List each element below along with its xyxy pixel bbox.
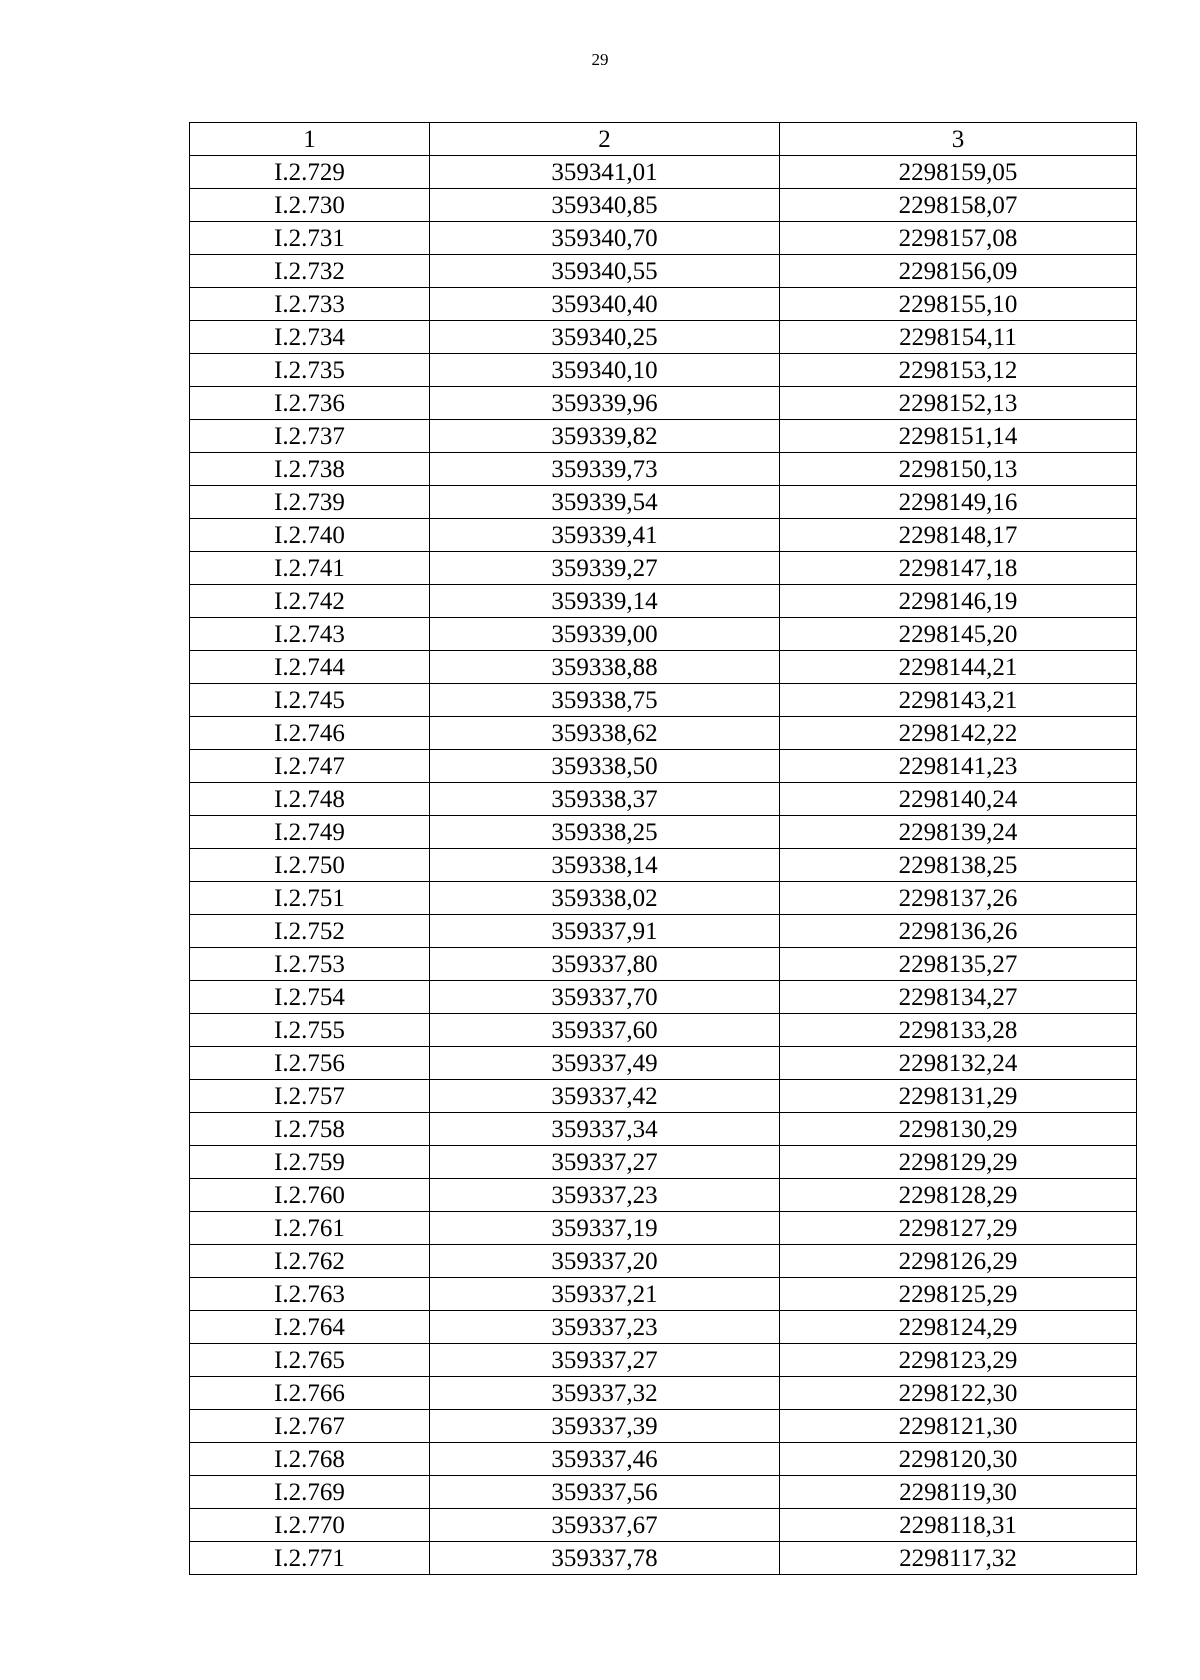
table-row [190, 1212, 1137, 1245]
table-row [190, 651, 1137, 684]
table-row [190, 981, 1137, 1014]
table-row [190, 354, 1137, 387]
y-coordinate-cell: 2298130,29 [780, 1113, 1137, 1146]
table-row [190, 519, 1137, 552]
point-id-cell: I.2.765 [190, 1344, 430, 1377]
table-row [190, 783, 1137, 816]
point-id-cell: I.2.757 [190, 1080, 430, 1113]
x-coordinate-cell: 359337,78 [430, 1542, 780, 1575]
y-coordinate-cell: 2298123,29 [780, 1344, 1137, 1377]
y-coordinate-cell: 2298143,21 [780, 684, 1137, 717]
table-row [190, 321, 1137, 354]
x-coordinate-cell: 359338,75 [430, 684, 780, 717]
point-id-cell: I.2.734 [190, 321, 430, 354]
table-row [190, 1542, 1137, 1575]
x-coordinate-cell: 359337,34 [430, 1113, 780, 1146]
point-id-cell: I.2.733 [190, 288, 430, 321]
table-row [190, 948, 1137, 981]
point-id-cell: I.2.755 [190, 1014, 430, 1047]
point-id-cell: I.2.750 [190, 849, 430, 882]
y-coordinate-cell: 2298147,18 [780, 552, 1137, 585]
point-id-cell: I.2.770 [190, 1509, 430, 1542]
point-id-cell: I.2.751 [190, 882, 430, 915]
x-coordinate-cell: 359340,55 [430, 255, 780, 288]
x-coordinate-cell: 359338,50 [430, 750, 780, 783]
point-id-cell: I.2.761 [190, 1212, 430, 1245]
y-coordinate-cell: 2298132,24 [780, 1047, 1137, 1080]
y-coordinate-cell: 2298155,10 [780, 288, 1137, 321]
point-id-cell: I.2.740 [190, 519, 430, 552]
x-coordinate-cell: 359337,70 [430, 981, 780, 1014]
x-coordinate-cell: 359337,19 [430, 1212, 780, 1245]
y-coordinate-cell: 2298140,24 [780, 783, 1137, 816]
table-row [190, 1113, 1137, 1146]
x-coordinate-cell: 359340,70 [430, 222, 780, 255]
table-row [190, 717, 1137, 750]
table-row [190, 1509, 1137, 1542]
point-id-cell: I.2.754 [190, 981, 430, 1014]
x-coordinate-cell: 359337,56 [430, 1476, 780, 1509]
x-coordinate-cell: 359338,62 [430, 717, 780, 750]
x-coordinate-cell: 359337,23 [430, 1311, 780, 1344]
point-id-cell: I.2.730 [190, 189, 430, 222]
x-coordinate-cell: 359339,82 [430, 420, 780, 453]
x-coordinate-cell: 359337,39 [430, 1410, 780, 1443]
x-coordinate-cell: 359337,23 [430, 1179, 780, 1212]
y-coordinate-cell: 2298151,14 [780, 420, 1137, 453]
table-row [190, 1344, 1137, 1377]
point-id-cell: I.2.767 [190, 1410, 430, 1443]
column-header: 2 [430, 123, 780, 156]
table-row [190, 816, 1137, 849]
y-coordinate-cell: 2298128,29 [780, 1179, 1137, 1212]
point-id-cell: I.2.746 [190, 717, 430, 750]
point-id-cell: I.2.749 [190, 816, 430, 849]
y-coordinate-cell: 2298122,30 [780, 1377, 1137, 1410]
y-coordinate-cell: 2298144,21 [780, 651, 1137, 684]
point-id-cell: I.2.739 [190, 486, 430, 519]
y-coordinate-cell: 2298117,32 [780, 1542, 1137, 1575]
table-row [190, 1410, 1137, 1443]
point-id-cell: I.2.737 [190, 420, 430, 453]
table-row [190, 585, 1137, 618]
y-coordinate-cell: 2298139,24 [780, 816, 1137, 849]
table-row [190, 1245, 1137, 1278]
table-row [190, 1443, 1137, 1476]
column-header: 1 [190, 123, 430, 156]
x-coordinate-cell: 359337,60 [430, 1014, 780, 1047]
point-id-cell: I.2.729 [190, 156, 430, 189]
x-coordinate-cell: 359337,20 [430, 1245, 780, 1278]
x-coordinate-cell: 359337,91 [430, 915, 780, 948]
point-id-cell: I.2.744 [190, 651, 430, 684]
table-row [190, 684, 1137, 717]
x-coordinate-cell: 359337,27 [430, 1146, 780, 1179]
point-id-cell: I.2.735 [190, 354, 430, 387]
y-coordinate-cell: 2298154,11 [780, 321, 1137, 354]
y-coordinate-cell: 2298158,07 [780, 189, 1137, 222]
y-coordinate-cell: 2298119,30 [780, 1476, 1137, 1509]
x-coordinate-cell: 359339,73 [430, 453, 780, 486]
y-coordinate-cell: 2298148,17 [780, 519, 1137, 552]
y-coordinate-cell: 2298124,29 [780, 1311, 1137, 1344]
x-coordinate-cell: 359339,00 [430, 618, 780, 651]
y-coordinate-cell: 2298137,26 [780, 882, 1137, 915]
point-id-cell: I.2.759 [190, 1146, 430, 1179]
y-coordinate-cell: 2298153,12 [780, 354, 1137, 387]
y-coordinate-cell: 2298126,29 [780, 1245, 1137, 1278]
x-coordinate-cell: 359338,14 [430, 849, 780, 882]
x-coordinate-cell: 359338,02 [430, 882, 780, 915]
table-row [190, 1146, 1137, 1179]
x-coordinate-cell: 359337,80 [430, 948, 780, 981]
table-row [190, 453, 1137, 486]
x-coordinate-cell: 359337,67 [430, 1509, 780, 1542]
point-id-cell: I.2.771 [190, 1542, 430, 1575]
y-coordinate-cell: 2298121,30 [780, 1410, 1137, 1443]
x-coordinate-cell: 359338,37 [430, 783, 780, 816]
point-id-cell: I.2.753 [190, 948, 430, 981]
y-coordinate-cell: 2298156,09 [780, 255, 1137, 288]
y-coordinate-cell: 2298131,29 [780, 1080, 1137, 1113]
y-coordinate-cell: 2298134,27 [780, 981, 1137, 1014]
point-id-cell: I.2.745 [190, 684, 430, 717]
y-coordinate-cell: 2298127,29 [780, 1212, 1137, 1245]
point-id-cell: I.2.736 [190, 387, 430, 420]
table-row [190, 1278, 1137, 1311]
point-id-cell: I.2.762 [190, 1245, 430, 1278]
x-coordinate-cell: 359337,27 [430, 1344, 780, 1377]
table-row [190, 1311, 1137, 1344]
x-coordinate-cell: 359339,14 [430, 585, 780, 618]
y-coordinate-cell: 2298120,30 [780, 1443, 1137, 1476]
point-id-cell: I.2.769 [190, 1476, 430, 1509]
point-id-cell: I.2.766 [190, 1377, 430, 1410]
point-id-cell: I.2.752 [190, 915, 430, 948]
y-coordinate-cell: 2298145,20 [780, 618, 1137, 651]
table-body [190, 156, 1137, 1575]
table-row [190, 552, 1137, 585]
table-row [190, 849, 1137, 882]
point-id-cell: I.2.741 [190, 552, 430, 585]
column-header: 3 [780, 123, 1137, 156]
y-coordinate-cell: 2298146,19 [780, 585, 1137, 618]
table-row [190, 1377, 1137, 1410]
table-row [190, 1476, 1137, 1509]
table-row [190, 1047, 1137, 1080]
table-row [190, 618, 1137, 651]
x-coordinate-cell: 359339,27 [430, 552, 780, 585]
point-id-cell: I.2.748 [190, 783, 430, 816]
x-coordinate-cell: 359341,01 [430, 156, 780, 189]
x-coordinate-cell: 359340,85 [430, 189, 780, 222]
y-coordinate-cell: 2298129,29 [780, 1146, 1137, 1179]
y-coordinate-cell: 2298136,26 [780, 915, 1137, 948]
table-row [190, 750, 1137, 783]
x-coordinate-cell: 359337,32 [430, 1377, 780, 1410]
point-id-cell: I.2.731 [190, 222, 430, 255]
point-id-cell: I.2.742 [190, 585, 430, 618]
y-coordinate-cell: 2298125,29 [780, 1278, 1137, 1311]
table-row [190, 189, 1137, 222]
table-row [190, 156, 1137, 189]
table-row [190, 1080, 1137, 1113]
y-coordinate-cell: 2298142,22 [780, 717, 1137, 750]
point-id-cell: I.2.758 [190, 1113, 430, 1146]
table-row [190, 1014, 1137, 1047]
point-id-cell: I.2.760 [190, 1179, 430, 1212]
x-coordinate-cell: 359339,41 [430, 519, 780, 552]
y-coordinate-cell: 2298150,13 [780, 453, 1137, 486]
y-coordinate-cell: 2298157,08 [780, 222, 1137, 255]
y-coordinate-cell: 2298149,16 [780, 486, 1137, 519]
point-id-cell: I.2.764 [190, 1311, 430, 1344]
table-row [190, 420, 1137, 453]
x-coordinate-cell: 359340,25 [430, 321, 780, 354]
point-id-cell: I.2.768 [190, 1443, 430, 1476]
table-row [190, 255, 1137, 288]
x-coordinate-cell: 359337,42 [430, 1080, 780, 1113]
x-coordinate-cell: 359338,88 [430, 651, 780, 684]
point-id-cell: I.2.732 [190, 255, 430, 288]
table-row [190, 882, 1137, 915]
coordinates-table [189, 122, 1137, 1575]
y-coordinate-cell: 2298138,25 [780, 849, 1137, 882]
point-id-cell: I.2.763 [190, 1278, 430, 1311]
x-coordinate-cell: 359339,96 [430, 387, 780, 420]
point-id-cell: I.2.738 [190, 453, 430, 486]
table-row [190, 288, 1137, 321]
x-coordinate-cell: 359340,40 [430, 288, 780, 321]
table-row [190, 915, 1137, 948]
x-coordinate-cell: 359339,54 [430, 486, 780, 519]
table-row [190, 222, 1137, 255]
table-row [190, 486, 1137, 519]
x-coordinate-cell: 359340,10 [430, 354, 780, 387]
x-coordinate-cell: 359338,25 [430, 816, 780, 849]
y-coordinate-cell: 2298159,05 [780, 156, 1137, 189]
x-coordinate-cell: 359337,46 [430, 1443, 780, 1476]
page-number: 29 [591, 50, 609, 69]
table-row [190, 1179, 1137, 1212]
y-coordinate-cell: 2298141,23 [780, 750, 1137, 783]
x-coordinate-cell: 359337,49 [430, 1047, 780, 1080]
y-coordinate-cell: 2298118,31 [780, 1509, 1137, 1542]
point-id-cell: I.2.743 [190, 618, 430, 651]
y-coordinate-cell: 2298133,28 [780, 1014, 1137, 1047]
y-coordinate-cell: 2298152,13 [780, 387, 1137, 420]
y-coordinate-cell: 2298135,27 [780, 948, 1137, 981]
table-header-row [190, 123, 1137, 156]
point-id-cell: I.2.756 [190, 1047, 430, 1080]
table-row [190, 387, 1137, 420]
point-id-cell: I.2.747 [190, 750, 430, 783]
x-coordinate-cell: 359337,21 [430, 1278, 780, 1311]
